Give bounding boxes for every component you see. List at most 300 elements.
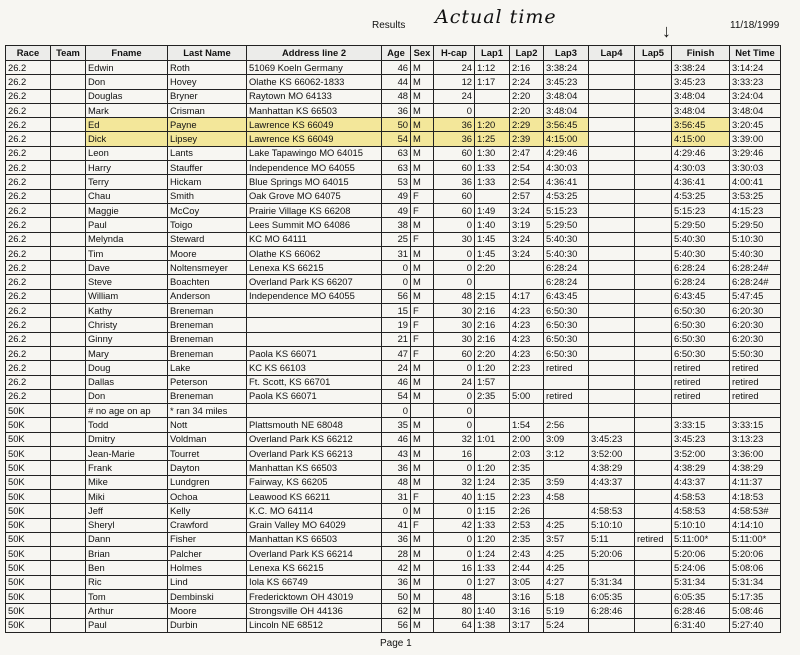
cell-hcap: 12 [434, 75, 475, 89]
cell-finish: 3:38:24 [672, 61, 730, 75]
cell-fname: Harry [86, 161, 168, 175]
cell-age: 21 [382, 332, 411, 346]
cell-fname: Todd [86, 418, 168, 432]
cell-hcap: 30 [434, 318, 475, 332]
cell-net: 6:20:30 [730, 304, 781, 318]
table-row [6, 261, 781, 275]
cell-fname: Dick [86, 132, 168, 146]
cell-age: 19 [382, 318, 411, 332]
cell-finish: 5:11:00* [672, 532, 730, 546]
cell-net: 6:28:24# [730, 261, 781, 275]
column-header: Sex [411, 46, 434, 61]
cell-sex: F [411, 232, 434, 246]
cell-lap2: 4:23 [510, 318, 544, 332]
cell-lap4: 3:52:00 [589, 447, 635, 461]
cell-lname: Lake [168, 361, 247, 375]
cell-sex: M [411, 589, 434, 603]
table-row [6, 489, 781, 503]
cell-lap1 [475, 89, 510, 103]
cell-team [51, 61, 86, 75]
cell-address: Lees Summit MO 64086 [247, 218, 382, 232]
cell-lname: Bryner [168, 89, 247, 103]
cell-finish: 6:28:24 [672, 261, 730, 275]
cell-lap4 [589, 375, 635, 389]
column-header: Lap3 [544, 46, 589, 61]
cell-address: Fredericktown OH 43019 [247, 589, 382, 603]
cell-lap3: 5:29:50 [544, 218, 589, 232]
table-row [6, 432, 781, 446]
cell-team [51, 118, 86, 132]
cell-lap5 [635, 132, 672, 146]
cell-lap2: 2:53 [510, 518, 544, 532]
cell-address [247, 304, 382, 318]
table-row [6, 361, 781, 375]
cell-lap5 [635, 432, 672, 446]
cell-lap1 [475, 447, 510, 461]
cell-lap3: 3:59 [544, 475, 589, 489]
report-title: Results [372, 20, 406, 31]
results-body [6, 61, 781, 633]
cell-lap1: 1:17 [475, 75, 510, 89]
cell-lap3: 4:25 [544, 547, 589, 561]
cell-lname: Ochoa [168, 489, 247, 503]
cell-lap5 [635, 146, 672, 160]
cell-team [51, 218, 86, 232]
cell-fname: Leon [86, 146, 168, 160]
cell-lap3: 6:28:24 [544, 261, 589, 275]
cell-address: K.C. MO 64114 [247, 504, 382, 518]
cell-race: 26.2 [6, 361, 51, 375]
table-row [6, 404, 781, 418]
cell-age: 41 [382, 518, 411, 532]
cell-hcap: 32 [434, 475, 475, 489]
cell-lap4 [589, 61, 635, 75]
cell-team [51, 75, 86, 89]
cell-sex: M [411, 504, 434, 518]
cell-team [51, 475, 86, 489]
cell-lap2: 2:03 [510, 447, 544, 461]
cell-sex: M [411, 561, 434, 575]
cell-lap4 [589, 389, 635, 403]
cell-lname: Steward [168, 232, 247, 246]
cell-finish: retired [672, 361, 730, 375]
cell-net: 5:50:30 [730, 346, 781, 360]
cell-lap3: 4:15:00 [544, 132, 589, 146]
cell-address: Blue Springs MO 64015 [247, 175, 382, 189]
cell-lap4 [589, 275, 635, 289]
cell-age: 28 [382, 547, 411, 561]
cell-address: Lincoln NE 68512 [247, 618, 382, 632]
table-row [6, 175, 781, 189]
handwritten-arrow-icon: ↓ [662, 21, 671, 41]
cell-age: 49 [382, 189, 411, 203]
cell-lap5 [635, 461, 672, 475]
cell-race: 26.2 [6, 275, 51, 289]
cell-address: Lenexa KS 66215 [247, 261, 382, 275]
table-row [6, 232, 781, 246]
cell-race: 26.2 [6, 75, 51, 89]
cell-address [247, 332, 382, 346]
cell-lap5 [635, 618, 672, 632]
cell-address: Iola KS 66749 [247, 575, 382, 589]
cell-lname: Roth [168, 61, 247, 75]
cell-net: 5:20:06 [730, 547, 781, 561]
cell-lap3 [544, 375, 589, 389]
cell-race: 26.2 [6, 332, 51, 346]
column-header: Last Name [168, 46, 247, 61]
cell-lap1: 1:20 [475, 361, 510, 375]
cell-hcap: 32 [434, 432, 475, 446]
cell-lap4 [589, 346, 635, 360]
cell-lap1: 2:20 [475, 261, 510, 275]
cell-team [51, 461, 86, 475]
cell-race: 50K [6, 489, 51, 503]
cell-lap1: 2:20 [475, 346, 510, 360]
cell-net: 4:00:41 [730, 175, 781, 189]
cell-race: 26.2 [6, 175, 51, 189]
cell-age: 25 [382, 232, 411, 246]
cell-hcap: 0 [434, 404, 475, 418]
table-row [6, 575, 781, 589]
cell-sex: M [411, 89, 434, 103]
cell-address: Manhattan KS 66503 [247, 103, 382, 117]
cell-net: 5:08:46 [730, 604, 781, 618]
cell-age: 24 [382, 361, 411, 375]
cell-lap2: 3:24 [510, 246, 544, 260]
cell-lap3: 6:50:30 [544, 332, 589, 346]
cell-race: 50K [6, 418, 51, 432]
column-header: Lap2 [510, 46, 544, 61]
cell-race: 26.2 [6, 246, 51, 260]
cell-lap4 [589, 203, 635, 217]
cell-lap3: 3:38:24 [544, 61, 589, 75]
cell-lap3: 5:40:30 [544, 246, 589, 260]
cell-net: 5:40:30 [730, 246, 781, 260]
cell-team [51, 489, 86, 503]
table-row [6, 618, 781, 632]
cell-finish: 5:40:30 [672, 232, 730, 246]
cell-sex: F [411, 518, 434, 532]
cell-hcap: 64 [434, 618, 475, 632]
cell-race: 26.2 [6, 346, 51, 360]
cell-finish: 4:30:03 [672, 161, 730, 175]
cell-sex: F [411, 304, 434, 318]
cell-lap2: 2:23 [510, 489, 544, 503]
cell-lap4 [589, 304, 635, 318]
column-header: Address line 2 [247, 46, 382, 61]
cell-lap3: 4:25 [544, 561, 589, 575]
cell-fname: Don [86, 75, 168, 89]
cell-lap2: 4:23 [510, 304, 544, 318]
cell-finish: 5:31:34 [672, 575, 730, 589]
cell-team [51, 318, 86, 332]
table-row [6, 61, 781, 75]
cell-age: 36 [382, 461, 411, 475]
cell-lap3: 4:27 [544, 575, 589, 589]
cell-team [51, 289, 86, 303]
cell-finish [672, 404, 730, 418]
column-header: Fname [86, 46, 168, 61]
cell-fname: Brian [86, 547, 168, 561]
cell-race: 26.2 [6, 261, 51, 275]
cell-sex: M [411, 604, 434, 618]
cell-hcap: 80 [434, 604, 475, 618]
cell-finish: 4:29:46 [672, 146, 730, 160]
cell-hcap: 0 [434, 504, 475, 518]
cell-finish: 3:56:45 [672, 118, 730, 132]
cell-lap5 [635, 161, 672, 175]
cell-lap5 [635, 389, 672, 403]
cell-lap4 [589, 175, 635, 189]
cell-lap5 [635, 261, 672, 275]
cell-lname: Moore [168, 246, 247, 260]
cell-team [51, 532, 86, 546]
cell-lap2: 2:20 [510, 103, 544, 117]
cell-team [51, 575, 86, 589]
cell-age: 0 [382, 261, 411, 275]
cell-age: 38 [382, 218, 411, 232]
cell-team [51, 346, 86, 360]
cell-fname: Dallas [86, 375, 168, 389]
cell-net: 3:24:04 [730, 89, 781, 103]
cell-lap1: 1:49 [475, 203, 510, 217]
cell-race: 50K [6, 589, 51, 603]
cell-finish: 4:53:25 [672, 189, 730, 203]
cell-finish: 5:15:23 [672, 203, 730, 217]
cell-lap1: 1:15 [475, 504, 510, 518]
cell-lap2: 2:54 [510, 175, 544, 189]
cell-team [51, 618, 86, 632]
cell-lap5 [635, 318, 672, 332]
cell-fname: Steve [86, 275, 168, 289]
cell-sex: M [411, 175, 434, 189]
cell-finish: 6:50:30 [672, 304, 730, 318]
cell-finish: 6:28:46 [672, 604, 730, 618]
cell-lap5 [635, 218, 672, 232]
cell-lap5 [635, 89, 672, 103]
cell-hcap: 0 [434, 261, 475, 275]
cell-lap1: 2:15 [475, 289, 510, 303]
cell-age: 31 [382, 246, 411, 260]
cell-lap1: 2:16 [475, 318, 510, 332]
cell-hcap: 0 [434, 461, 475, 475]
cell-sex: M [411, 146, 434, 160]
cell-team [51, 132, 86, 146]
cell-finish: 4:15:00 [672, 132, 730, 146]
table-row [6, 504, 781, 518]
cell-lname: Hickam [168, 175, 247, 189]
cell-net: retired [730, 389, 781, 403]
cell-lap2: 2:54 [510, 161, 544, 175]
cell-lap5 [635, 275, 672, 289]
cell-hcap: 60 [434, 146, 475, 160]
cell-lap4 [589, 618, 635, 632]
cell-lap3 [544, 404, 589, 418]
cell-lap3: 5:19 [544, 604, 589, 618]
cell-address: KC KS 66103 [247, 361, 382, 375]
cell-team [51, 89, 86, 103]
cell-age: 36 [382, 532, 411, 546]
cell-age: 44 [382, 75, 411, 89]
cell-sex: M [411, 275, 434, 289]
cell-lname: * ran 34 miles [168, 404, 247, 418]
cell-lap3: 3:45:23 [544, 75, 589, 89]
cell-age: 53 [382, 175, 411, 189]
cell-age: 48 [382, 475, 411, 489]
cell-finish: 5:29:50 [672, 218, 730, 232]
cell-hcap: 16 [434, 447, 475, 461]
cell-address: Plattsmouth NE 68048 [247, 418, 382, 432]
cell-lap1: 2:16 [475, 332, 510, 346]
cell-lap1 [475, 189, 510, 203]
cell-finish: 6:31:40 [672, 618, 730, 632]
cell-lap2: 3:24 [510, 203, 544, 217]
cell-lname: McCoy [168, 203, 247, 217]
cell-lname: Crawford [168, 518, 247, 532]
cell-lap4 [589, 146, 635, 160]
cell-address: Ft. Scott, KS 66701 [247, 375, 382, 389]
cell-lap1 [475, 589, 510, 603]
cell-lap3: 5:40:30 [544, 232, 589, 246]
cell-sex: M [411, 432, 434, 446]
cell-finish: 6:50:30 [672, 346, 730, 360]
cell-lap5 [635, 232, 672, 246]
cell-lap3: 6:50:30 [544, 346, 589, 360]
cell-team [51, 375, 86, 389]
cell-age: 36 [382, 103, 411, 117]
cell-sex: M [411, 75, 434, 89]
cell-lap2: 2:43 [510, 547, 544, 561]
cell-sex: M [411, 118, 434, 132]
cell-race: 26.2 [6, 304, 51, 318]
cell-finish: retired [672, 375, 730, 389]
cell-lap2: 1:54 [510, 418, 544, 432]
column-header: Net Time [730, 46, 781, 61]
cell-lap4 [589, 132, 635, 146]
cell-net [730, 404, 781, 418]
cell-lap4 [589, 189, 635, 203]
cell-lap4 [589, 218, 635, 232]
cell-net: 5:08:06 [730, 561, 781, 575]
cell-lname: Holmes [168, 561, 247, 575]
cell-address: Oak Grove MO 64075 [247, 189, 382, 203]
cell-hcap: 42 [434, 518, 475, 532]
cell-finish: 5:40:30 [672, 246, 730, 260]
cell-lap2: 2:24 [510, 75, 544, 89]
cell-sex: M [411, 375, 434, 389]
cell-lname: Durbin [168, 618, 247, 632]
table-row [6, 589, 781, 603]
cell-hcap: 60 [434, 189, 475, 203]
cell-lap4 [589, 404, 635, 418]
cell-age: 54 [382, 132, 411, 146]
cell-finish: 6:50:30 [672, 318, 730, 332]
cell-lap3: 2:56 [544, 418, 589, 432]
cell-lap5 [635, 346, 672, 360]
cell-lap4: 5:20:06 [589, 547, 635, 561]
cell-hcap: 24 [434, 89, 475, 103]
cell-sex: M [411, 161, 434, 175]
cell-lap4 [589, 75, 635, 89]
table-row [6, 203, 781, 217]
cell-lap1: 1:25 [475, 132, 510, 146]
cell-hcap: 48 [434, 589, 475, 603]
cell-lname: Breneman [168, 318, 247, 332]
table-row [6, 218, 781, 232]
cell-lap3: 4:25 [544, 518, 589, 532]
cell-team [51, 404, 86, 418]
cell-lap3: 5:15:23 [544, 203, 589, 217]
cell-net: retired [730, 375, 781, 389]
cell-age: 63 [382, 161, 411, 175]
cell-race: 26.2 [6, 146, 51, 160]
cell-hcap: 60 [434, 346, 475, 360]
cell-address: Independence MO 64055 [247, 289, 382, 303]
cell-lap4: 6:28:46 [589, 604, 635, 618]
cell-net: 3:36:00 [730, 447, 781, 461]
cell-lap4: 6:05:35 [589, 589, 635, 603]
cell-team [51, 146, 86, 160]
cell-net: 4:18:53 [730, 489, 781, 503]
table-row [6, 332, 781, 346]
cell-address: Olathe KS 66062-1833 [247, 75, 382, 89]
cell-address: Fairway, KS 66205 [247, 475, 382, 489]
cell-hcap: 24 [434, 375, 475, 389]
cell-race: 50K [6, 618, 51, 632]
cell-lap1: 1:33 [475, 518, 510, 532]
cell-lap5 [635, 504, 672, 518]
cell-lname: Kelly [168, 504, 247, 518]
cell-hcap: 0 [434, 218, 475, 232]
cell-lap2: 4:17 [510, 289, 544, 303]
cell-finish: 5:20:06 [672, 547, 730, 561]
cell-age: 56 [382, 618, 411, 632]
cell-team [51, 161, 86, 175]
cell-lap1: 1:40 [475, 218, 510, 232]
cell-lap4 [589, 418, 635, 432]
table-row [6, 275, 781, 289]
cell-net: 5:47:45 [730, 289, 781, 303]
cell-hcap: 36 [434, 175, 475, 189]
cell-net: 5:11:00* [730, 532, 781, 546]
cell-address: Manhattan KS 66503 [247, 461, 382, 475]
cell-finish: 3:48:04 [672, 89, 730, 103]
cell-lap3: retired [544, 389, 589, 403]
cell-lap2: 2:39 [510, 132, 544, 146]
cell-sex: M [411, 447, 434, 461]
cell-team [51, 304, 86, 318]
cell-lap5 [635, 189, 672, 203]
cell-lap5 [635, 103, 672, 117]
cell-fname: Edwin [86, 61, 168, 75]
cell-address: Paola KS 66071 [247, 389, 382, 403]
cell-lap2: 2:35 [510, 532, 544, 546]
cell-net: 6:28:24# [730, 275, 781, 289]
cell-lap5 [635, 75, 672, 89]
table-row [6, 346, 781, 360]
cell-fname: Melynda [86, 232, 168, 246]
cell-race: 26.2 [6, 161, 51, 175]
cell-lap3: 3:12 [544, 447, 589, 461]
cell-lap1: 1:12 [475, 61, 510, 75]
cell-net: 3:13:23 [730, 432, 781, 446]
cell-age: 50 [382, 118, 411, 132]
cell-lap5 [635, 118, 672, 132]
cell-fname: Ric [86, 575, 168, 589]
cell-finish: retired [672, 389, 730, 403]
cell-lap2: 3:16 [510, 604, 544, 618]
cell-sex: M [411, 103, 434, 117]
